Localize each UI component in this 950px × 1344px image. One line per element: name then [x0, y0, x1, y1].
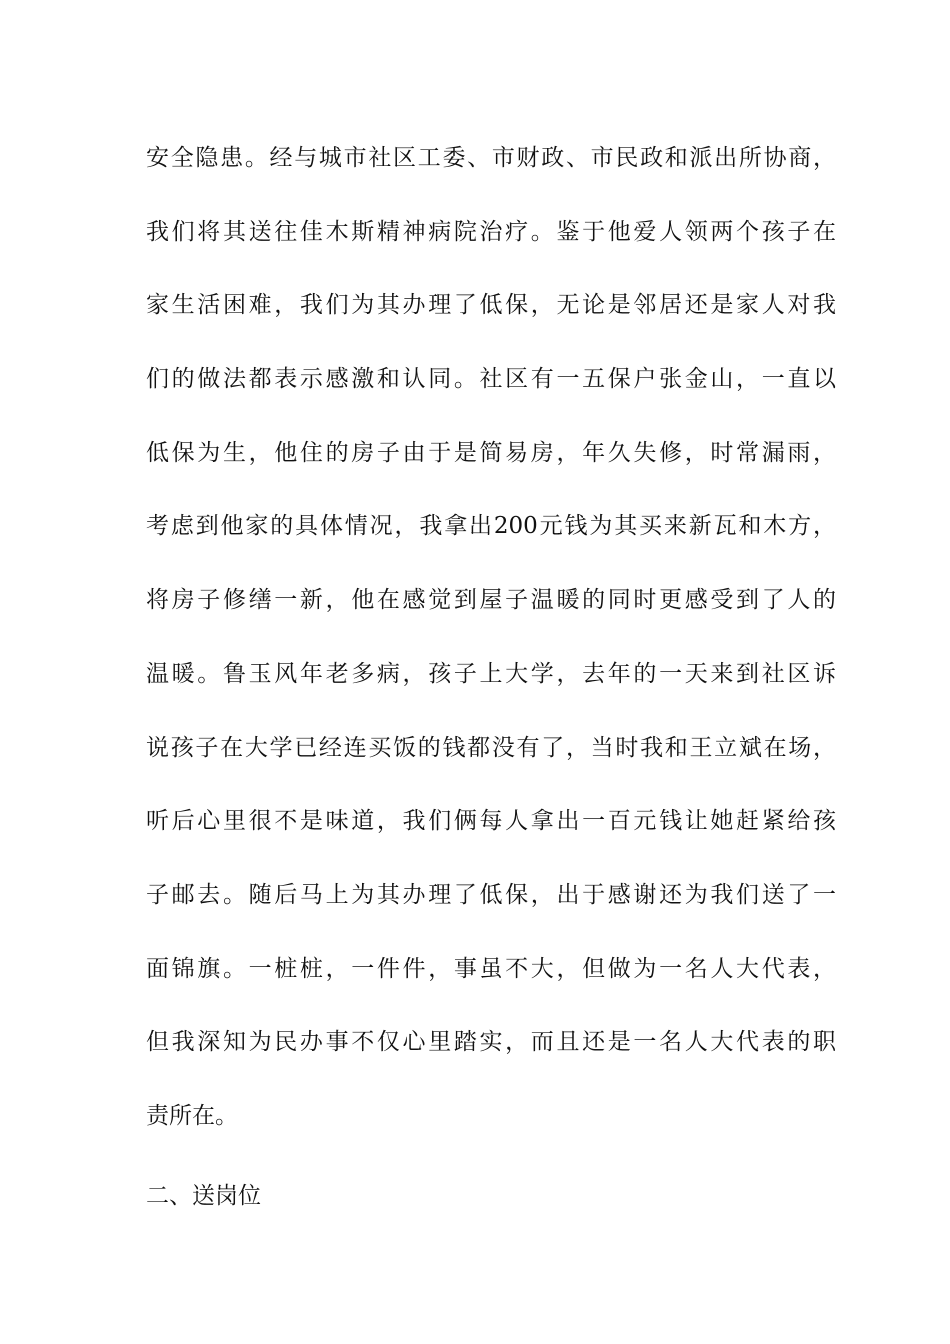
text-line: 们的做法都表示感激和认同。社区有一五保户张金山，一直以: [146, 366, 836, 393]
section-heading: 二、送岗位: [146, 1183, 261, 1209]
text-line: 低保为生，他住的房子由于是简易房，年久失修，时常漏雨，: [146, 439, 836, 466]
text-line: 责所在。: [146, 1102, 238, 1129]
text-line: 家生活困难，我们为其办理了低保，无论是邻居还是家人对我: [146, 292, 836, 319]
text-line: 将房子修缮一新，他在感觉到屋子温暖的同时更感受到了人的: [146, 587, 836, 614]
text-line: 温暖。鲁玉风年老多病，孩子上大学，去年的一天来到社区诉: [146, 660, 836, 687]
text-line: 面锦旗。一桩桩，一件件，事虽不大，但做为一名人大代表，: [146, 955, 836, 982]
text-line: 考虑到他家的具体情况，我拿出200元钱为其买来新瓦和木方，: [146, 513, 836, 540]
text-line: 子邮去。随后马上为其办理了低保，出于感谢还为我们送了一: [146, 881, 836, 908]
text-line: 听后心里很不是味道，我们俩每人拿出一百元钱让她赶紧给孩: [146, 808, 836, 835]
text-line: 说孩子在大学已经连买饭的钱都没有了，当时我和王立斌在场，: [146, 734, 836, 761]
text-line: 我们将其送往佳木斯精神病院治疗。鉴于他爱人领两个孩子在: [146, 218, 836, 245]
body-paragraph: [146, 132, 836, 1164]
text-line: 安全隐患。经与城市社区工委、市财政、市民政和派出所协商，: [146, 145, 836, 171]
text-line: 但我深知为民办事不仅心里踏实，而且还是一名人大代表的职: [146, 1029, 836, 1056]
